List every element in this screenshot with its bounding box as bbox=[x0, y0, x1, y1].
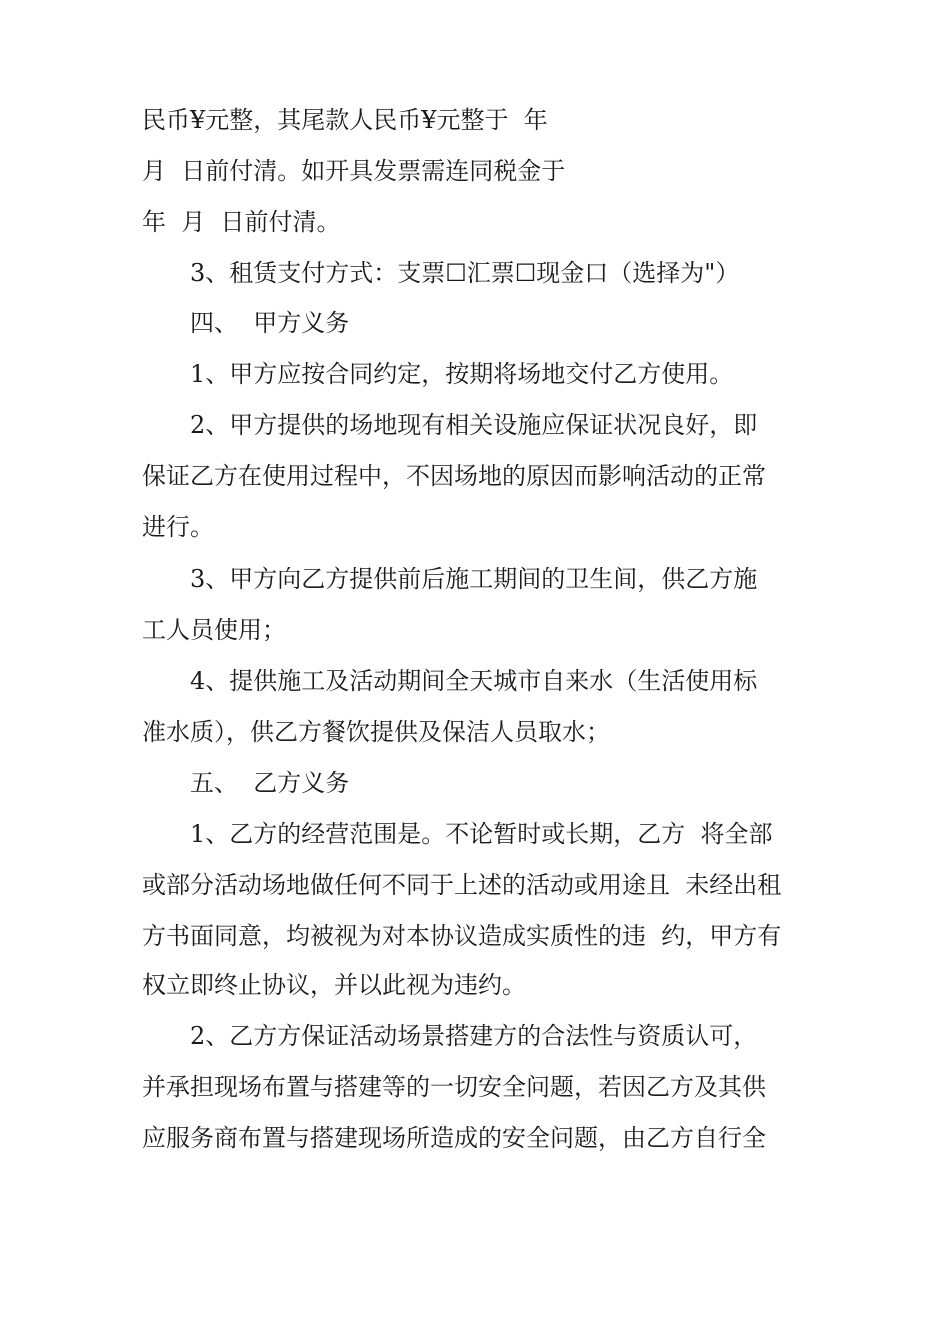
text-line: 方书面同意，均被视为对本协议造成实质性的违 约，甲方有 bbox=[142, 922, 782, 950]
text-line: 年 月 日前付清。 bbox=[142, 208, 341, 236]
text-line: 工人员使用； bbox=[142, 616, 286, 644]
text-line: 应服务商布置与搭建现场所造成的安全问题，由乙方自行全 bbox=[142, 1124, 766, 1152]
text-line: 1、甲方应按合同约定，按期将场地交付乙方使用。 bbox=[190, 360, 734, 388]
text-line: 1、乙方的经营范围是。不论暂时或长期，乙方 将全部 bbox=[190, 820, 773, 848]
text-line: 权立即终止协议，并以此视为违约。 bbox=[142, 971, 526, 999]
text-line: 3、甲方向乙方提供前后施工期间的卫生间，供乙方施 bbox=[190, 565, 758, 593]
text-line: 或部分活动场地做任何不同于上述的活动或用途且 未经出租 bbox=[142, 871, 782, 899]
section-heading-party-a-obligations: 四、 甲方义务 bbox=[190, 309, 350, 337]
text-line: 准水质），供乙方餐饮提供及保洁人员取水； bbox=[142, 718, 610, 746]
payment-method-line: 3、租赁支付方式：支票☐汇票☐现金口（选择为"） bbox=[190, 259, 740, 287]
text-line: 4、提供施工及活动期间全天城市自来水（生活使用标 bbox=[190, 667, 758, 695]
text-line: 并承担现场布置与搭建等的一切安全问题，若因乙方及其供 bbox=[142, 1073, 766, 1101]
text-line: 进行。 bbox=[142, 513, 214, 541]
text-line: 月 日前付清。如开具发票需连同税金于 bbox=[142, 157, 566, 185]
section-heading-party-b-obligations: 五、 乙方义务 bbox=[190, 769, 350, 797]
text-line: 保证乙方在使用过程中，不因场地的原因而影响活动的正常 bbox=[142, 462, 766, 490]
text-line: 2、甲方提供的场地现有相关设施应保证状况良好，即 bbox=[190, 411, 758, 439]
text-line: 民币¥元整，其尾款人民币¥元整于 年 bbox=[142, 106, 548, 134]
text-line: 2、乙方方保证活动场景搭建方的合法性与资质认可， bbox=[190, 1022, 758, 1050]
